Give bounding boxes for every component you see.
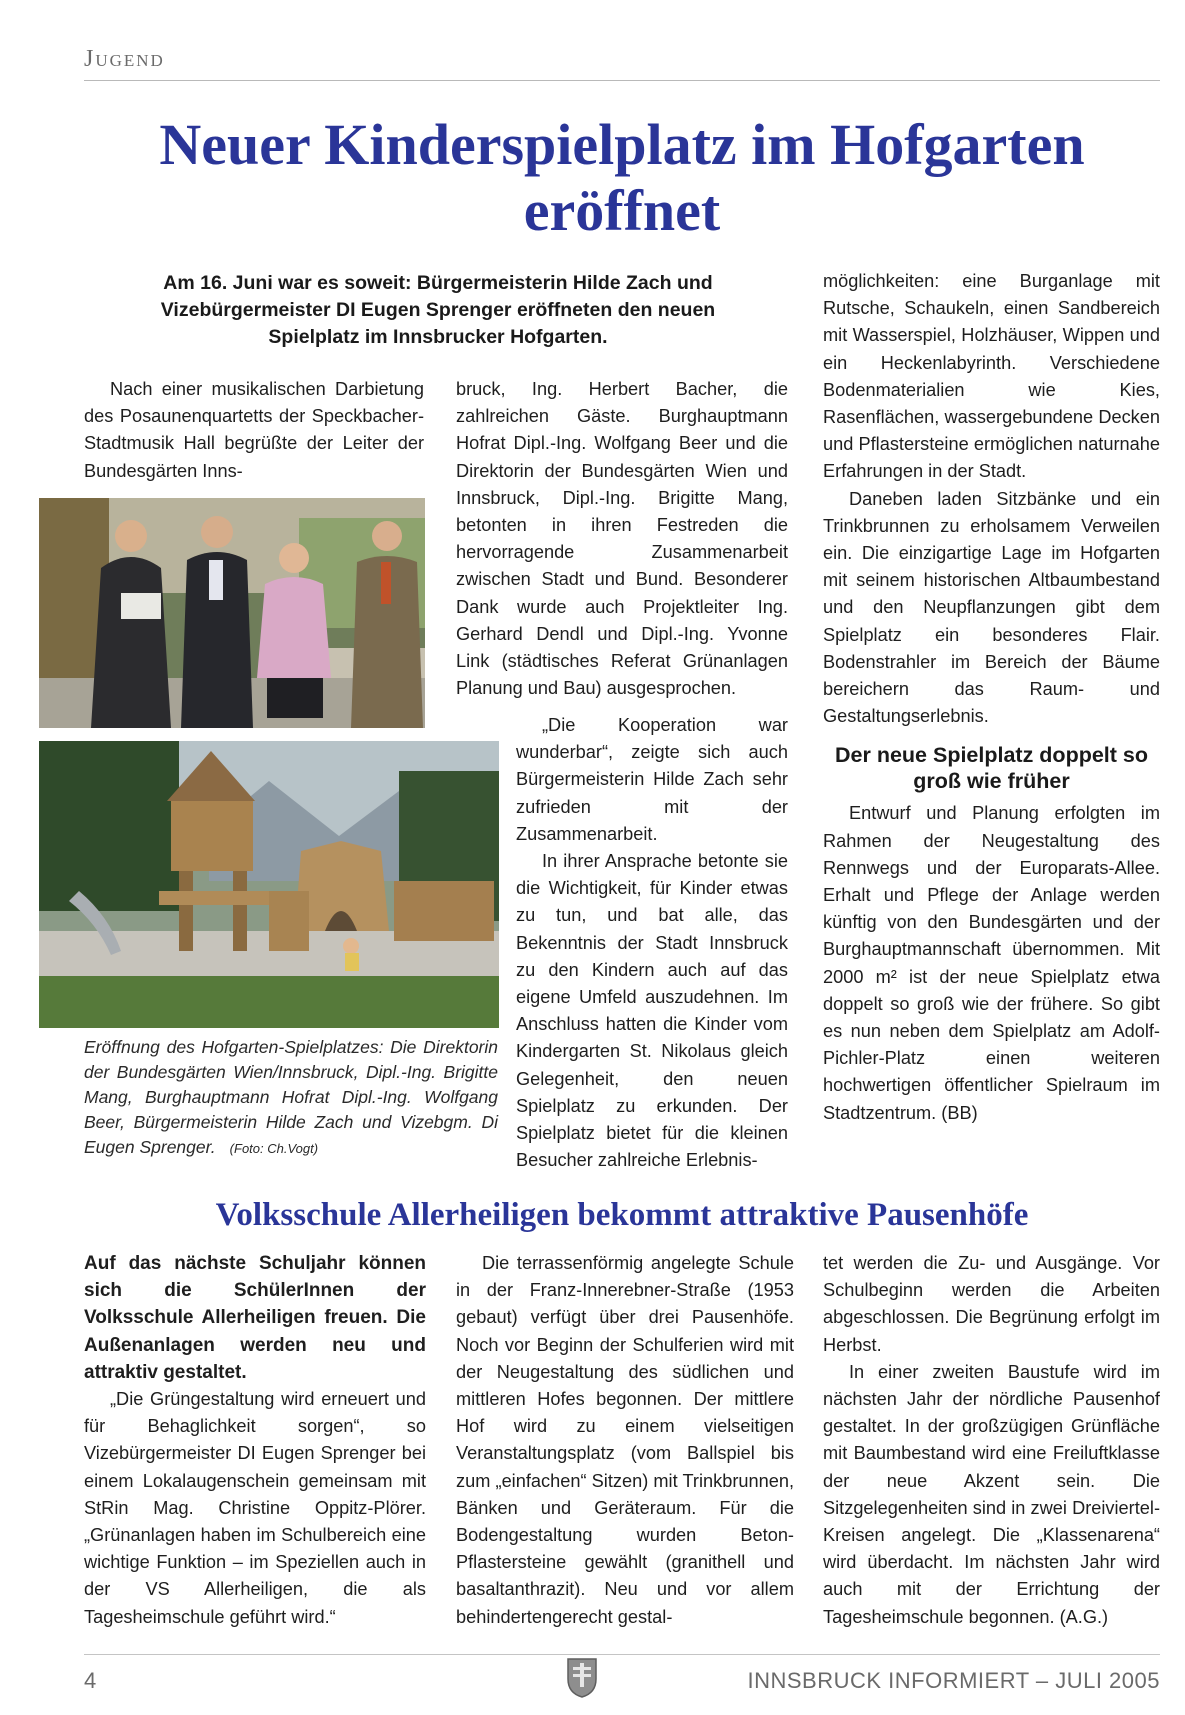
- photo-caption: [84, 1035, 498, 1161]
- paragraph: Entwurf und Planung erfolgten im Rahmen der Neugestaltung des Rennwegs und der Europarats-Allee. Erhalt und Pflege der Anlage werden künftig von den Bundesgärten und der Burghauptmannschaft übernommen. Mit 2000 m² ist der neue Spielplatz etwa doppelt so groß wie der frühere. So gibt es nun neben dem Spielplatz am Adolf-Pichler-Platz einen weiteren hochwertigen öffentlicher Spielraum im Stadtzentrum. (BB): [823, 803, 1160, 1123]
- article-column-2: [456, 376, 788, 702]
- photo-officials-image: [39, 498, 425, 728]
- paragraph: „Die Grüngestaltung wird erneuert und für Behaglichkeit sorgen“, so Vizebürgermeister DI Eugen Sprenger bei einem Lokalaugenschein gemeinsam mit StRin Mag. Christine Oppitz-Plörer. „Grünanlagen haben im Schulbereich eine wichtige Funktion – im Speziellen auch in der VS Allerheiligen, die als Tagesheimschule geführt wird.“: [84, 1389, 426, 1627]
- paragraph: In einer zweiten Baustufe wird im nächsten Jahr der nördliche Pausenhof gestaltet. In der großzügigen Grünfläche mit Baumbestand wird eine Freiluftklasse der neue Akzent sein. Die Sitzgelegenheiten sind in zwei Dreiviertel-Kreisen angelegt. Die „Klassenarena“ wird überdacht. Im nächsten Jahr wird auch mit der Errichtung der Tagesheimschule begonnen. (A.G.): [823, 1361, 1160, 1627]
- paragraph: tet werden die Zu- und Ausgänge. Vor Schulbeginn werden die Arbeiten abgeschlossen. Die Begrünung erfolgt im Herbst.: [823, 1253, 1160, 1355]
- top-rule: [84, 80, 1160, 81]
- article-column-3: [823, 268, 1160, 1127]
- photo-playground: [39, 741, 499, 1028]
- article-headline: Neuer Kinderspielplatz im Hofgarten eröffnet: [159, 112, 1085, 243]
- paragraph: Daneben laden Sitzbänke und ein Trinkbrunnen zu erholsamem Verweilen ein. Die einzigartige Lage im Hofgarten mit seinem historischen Altbaumbestand und den Neupflanzungen gibt dem Spielplatz ein besonderes Flair. Bodenstrahler im Bereich der Bäume bereichern das Raum- und Gestaltungserlebnis.: [823, 488, 1160, 727]
- article2-lead: Auf das nächste Schuljahr können sich die SchülerInnen der Volksschule Allerheiligen freuen. Die Außenanlagen werden neu und attraktiv gestaltet.: [84, 1253, 426, 1383]
- article-column-1: [84, 376, 424, 485]
- bottom-rule: [84, 1654, 1160, 1655]
- article2-headline: Volksschule Allerheiligen bekommt attraktive Pausenhöfe: [215, 1197, 1029, 1233]
- article2-column-1: [84, 1250, 426, 1631]
- city-emblem-icon: [565, 1655, 599, 1699]
- paragraph: In ihrer Ansprache betonte sie die Wichtigkeit, für Kinder etwas zu tun, und bat alle, das Bekenntnis der Stadt Innsbruck zu den Kindern auch auf das eigene Umfeld auszudehnen. Im Anschluss hatten die Kinder vom Kindergarten St. Nikolaus gleich Gelegenheit, den neuen Spielplatz zu erkunden. Der Spielplatz bietet für die kleinen Besucher zahlreiche Erlebnis-: [516, 851, 788, 1171]
- article2-column-3: [823, 1250, 1160, 1631]
- photo-playground-image: [39, 741, 499, 1028]
- article2-column-2: [456, 1250, 794, 1631]
- photo-officials: [39, 498, 425, 728]
- caption-text: Eröffnung des Hofgarten-Spielplatzes: Die Direktorin der Bundesgärten Wien/Innsbruck, Dipl.-Ing. Brigitte Mang, Burghauptmann Hofrat Dipl.-Ing. Wolfgang Beer, Bürgermeisterin Hilde Zach und Vizebgm. Di Eugen Sprenger.: [84, 1037, 498, 1157]
- page-number: 4: [84, 1668, 97, 1693]
- article-lead: Am 16. Juni war es soweit: Bürgermeisterin Hilde Zach und Vizebürgermeister DI Eugen Sprenger eröffneten den neuen Spielplatz im Innsbrucker Hofgarten.: [160, 272, 716, 348]
- paragraph: Nach einer musikalischen Darbietung des Posaunenquartetts der Speckbacher-Stadtmusik Hall begrüßte der Leiter der Bundesgärten Inns-: [84, 379, 424, 481]
- paragraph: möglichkeiten: eine Burganlage mit Rutsche, Schaukeln, einen Sandbereich mit Wasserspiel, Holzhäuser, Wippen und ein Heckenlabyrinth. Verschiedene Bodenmaterialien wie Kies, Rasenflächen, wassergebundene Decken und Pflastersteine ermöglichen naturnahe Erfahrungen in der Stadt.: [823, 271, 1160, 482]
- article-column-2-narrow: [516, 712, 788, 1174]
- subheading: Der neue Spielplatz doppelt so groß wie früher: [835, 743, 1148, 794]
- section-label: Jugend: [84, 46, 165, 72]
- paragraph: bruck, Ing. Herbert Bacher, die zahlreichen Gäste. Burghauptmann Hofrat Dipl.-Ing. Wolfgang Beer und die Direktorin der Bundesgärten Wien und Innsbruck, Dipl.-Ing. Brigitte Mang, betonten in ihren Festreden die hervorragende Zusammenarbeit zwischen Stadt und Bund. Besonderer Dank wurde auch Projektleiter Ing. Gerhard Dendl und Dipl.-Ing. Yvonne Link (städtisches Referat Grünanlagen Planung und Bau) ausgesprochen.: [456, 379, 788, 699]
- paragraph: Die terrassenförmig angelegte Schule in der Franz-Innerebner-Straße (1953 gebaut) verfügt über drei Pausenhöfe. Noch vor Beginn der Schulferien wird mit der Neugestaltung des südlichen und mittleren Hofes begonnen. Der mittlere Hof wird zu einem vielseitigen Veranstaltungsplatz (vom Ballspiel bis zum „einfachen“ Sitzen) mit Trinkbrunnen, Bänken und Geräteraum. Für die Bodengestaltung wurden Beton-Pflastersteine gewählt (granithell und basaltanthrazit). Neu und vor allem behindertengerecht gestal-: [456, 1253, 794, 1627]
- photo-credit: (Foto: Ch.Vogt): [229, 1141, 319, 1156]
- publication-name: INNSBRUCK INFORMIERT – JULI 2005: [747, 1668, 1160, 1693]
- paragraph: „Die Kooperation war wunderbar“, zeigte sich auch Bürgermeisterin Hilde Zach sehr zufrieden mit der Zusammenarbeit.: [516, 715, 788, 844]
